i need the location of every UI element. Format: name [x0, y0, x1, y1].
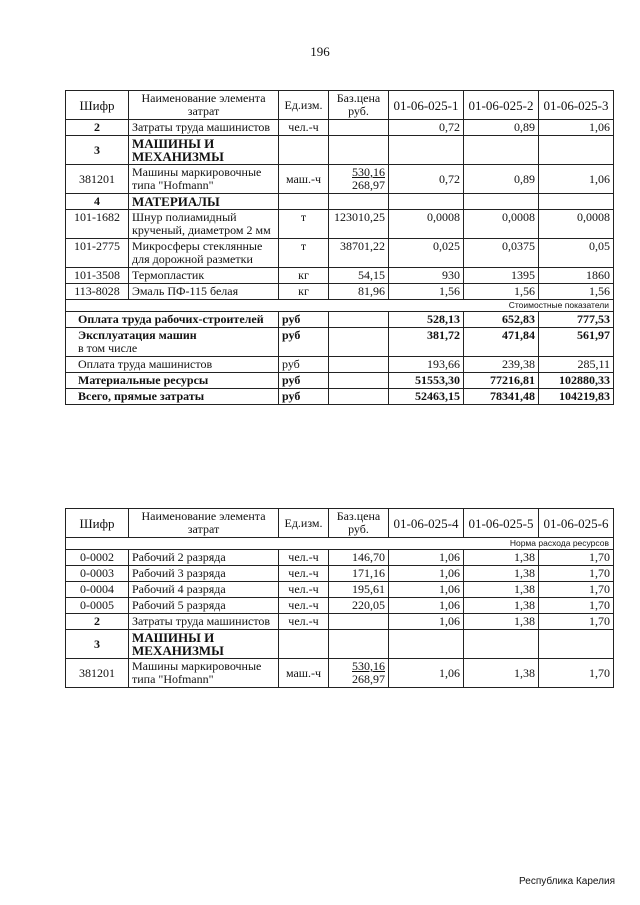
total-row: [66, 389, 614, 405]
row-value: 0,72: [389, 120, 464, 136]
row-value: 1,06: [389, 659, 464, 688]
empty-cell: [279, 630, 329, 659]
total-label: Всего, прямые затраты: [66, 389, 279, 405]
empty-cell: [539, 630, 614, 659]
empty-cell: [279, 194, 329, 210]
row-value: 1,70: [539, 614, 614, 630]
row-code: 381201: [66, 659, 129, 688]
row-code: 381201: [66, 165, 129, 194]
empty-cell: [389, 630, 464, 659]
row-name: Затраты труда машинистов: [129, 614, 279, 630]
row-value: 1,38: [464, 566, 539, 582]
total-value: 471,84: [464, 328, 539, 357]
empty-cell: [329, 373, 389, 389]
row-price: 195,61: [329, 582, 389, 598]
row-price: 54,15: [329, 268, 389, 284]
row-value: 0,05: [539, 239, 614, 268]
empty-cell: [329, 328, 389, 357]
row-value: 1,38: [464, 614, 539, 630]
table-row: [66, 659, 614, 688]
row-price: [329, 659, 389, 688]
row-code: 2: [66, 614, 129, 630]
row-name: Рабочий 5 разряда: [129, 598, 279, 614]
row-price: 171,16: [329, 566, 389, 582]
row-value: 1,70: [539, 550, 614, 566]
empty-cell: [464, 194, 539, 210]
header-code: Шифр: [66, 509, 129, 538]
row-value: 0,89: [464, 120, 539, 136]
row-unit: чел.-ч: [279, 566, 329, 582]
row-unit: чел.-ч: [279, 598, 329, 614]
table-row: [66, 165, 614, 194]
row-unit: т: [279, 210, 329, 239]
section-row: [66, 194, 614, 210]
total-value: 528,13: [389, 312, 464, 328]
row-code: 0-0002: [66, 550, 129, 566]
row-code: 4: [66, 194, 129, 210]
row-value: 0,72: [389, 165, 464, 194]
row-code: 3: [66, 136, 129, 165]
row-value: 1,70: [539, 659, 614, 688]
row-value: 1,70: [539, 566, 614, 582]
price-machine: 530,16: [352, 659, 385, 673]
price-machinist: 268,97: [352, 178, 385, 192]
row-value: 1,56: [464, 284, 539, 300]
section-row: [66, 136, 614, 165]
row-value: 1,06: [389, 582, 464, 598]
legend-row: [66, 300, 614, 312]
row-value: 1,06: [389, 614, 464, 630]
empty-cell: [464, 630, 539, 659]
total-value: 777,53: [539, 312, 614, 328]
table-row: [66, 550, 614, 566]
row-name: Рабочий 4 разряда: [129, 582, 279, 598]
row-price: [329, 165, 389, 194]
row-value: 1860: [539, 268, 614, 284]
row-code: 101-1682: [66, 210, 129, 239]
total-value: 78341,48: [464, 389, 539, 405]
total-row: [66, 328, 614, 357]
row-unit: чел.-ч: [279, 614, 329, 630]
total-row: [66, 312, 614, 328]
row-name: Рабочий 3 разряда: [129, 566, 279, 582]
row-value: 1,06: [389, 566, 464, 582]
total-label-text: Эксплуатация машин: [78, 328, 197, 342]
total-value: 561,97: [539, 328, 614, 357]
section-row: [66, 630, 614, 659]
row-value: 0,0008: [539, 210, 614, 239]
row-code: 101-2775: [66, 239, 129, 268]
row-unit: кг: [279, 268, 329, 284]
row-value: 1,38: [464, 598, 539, 614]
row-value: 0,0008: [464, 210, 539, 239]
empty-cell: [329, 389, 389, 405]
row-unit: чел.-ч: [279, 582, 329, 598]
row-name: Микросферы стеклянные для дорожной разметки: [129, 239, 279, 268]
empty-cell: [329, 312, 389, 328]
row-name: Затраты труда машинистов: [129, 120, 279, 136]
header-unit: Ед.изм.: [279, 91, 329, 120]
empty-cell: [539, 136, 614, 165]
section-title: МАШИНЫ И МЕХАНИЗМЫ: [129, 136, 279, 165]
row-code: 101-3508: [66, 268, 129, 284]
row-value: 0,0008: [389, 210, 464, 239]
row-value: 0,025: [389, 239, 464, 268]
row-price: 146,70: [329, 550, 389, 566]
header-column-2: 01-06-025-2: [464, 91, 539, 120]
header-column-5: 01-06-025-5: [464, 509, 539, 538]
price-machinist: 268,97: [352, 672, 385, 686]
total-value: 285,11: [539, 357, 614, 373]
table-header-row: [66, 91, 614, 120]
total-label: Оплата труда машинистов: [66, 357, 279, 373]
row-value: 1,70: [539, 598, 614, 614]
row-unit: кг: [279, 284, 329, 300]
table-header-row: [66, 509, 614, 538]
total-label: Материальные ресурсы: [66, 373, 279, 389]
table-row: [66, 582, 614, 598]
header-name: Наименование элемента затрат: [129, 91, 279, 120]
total-value: 52463,15: [389, 389, 464, 405]
section-title: МАШИНЫ И МЕХАНИЗМЫ: [129, 630, 279, 659]
row-value: 1,38: [464, 582, 539, 598]
row-name: Эмаль ПФ-115 белая: [129, 284, 279, 300]
row-value: 930: [389, 268, 464, 284]
price-machine: 530,16: [352, 165, 385, 179]
row-unit: маш.-ч: [279, 659, 329, 688]
row-value: 1,56: [389, 284, 464, 300]
row-unit: чел.-ч: [279, 550, 329, 566]
total-row: [66, 357, 614, 373]
header-code: Шифр: [66, 91, 129, 120]
row-name: Рабочий 2 разряда: [129, 550, 279, 566]
total-unit: руб: [279, 328, 329, 357]
row-price: [329, 120, 389, 136]
table-row: [66, 210, 614, 239]
row-value: 0,0375: [464, 239, 539, 268]
empty-cell: [389, 136, 464, 165]
table-row: [66, 268, 614, 284]
header-column-3: 01-06-025-3: [539, 91, 614, 120]
table-row: [66, 566, 614, 582]
row-unit: маш.-ч: [279, 165, 329, 194]
total-value: 381,72: [389, 328, 464, 357]
row-code: 2: [66, 120, 129, 136]
total-row: [66, 373, 614, 389]
header-base-price: Баз.цена руб.: [329, 509, 389, 538]
row-name: Машины маркировочные типа "Hofmann": [129, 659, 279, 688]
row-price: 123010,25: [329, 210, 389, 239]
row-price: 220,05: [329, 598, 389, 614]
row-value: 1395: [464, 268, 539, 284]
row-price: 38701,22: [329, 239, 389, 268]
resource-norm-legend: Норма расхода ресурсов: [66, 538, 614, 550]
row-name: Машины маркировочные типа "Hofmann": [129, 165, 279, 194]
table-row: [66, 239, 614, 268]
header-unit: Ед.изм.: [279, 509, 329, 538]
header-name: Наименование элемента затрат: [129, 509, 279, 538]
row-value: 1,06: [389, 550, 464, 566]
header-base-price: Баз.цена руб.: [329, 91, 389, 120]
total-value: 77216,81: [464, 373, 539, 389]
empty-cell: [539, 194, 614, 210]
total-sublabel: в том числе: [78, 341, 138, 355]
table-row: [66, 120, 614, 136]
total-value: 104219,83: [539, 389, 614, 405]
header-column-1: 01-06-025-1: [389, 91, 464, 120]
table-row: [66, 598, 614, 614]
row-value: 0,89: [464, 165, 539, 194]
empty-cell: [464, 136, 539, 165]
row-value: 1,56: [539, 284, 614, 300]
total-label: [66, 328, 279, 357]
cost-indicators-legend: Стоимостные показатели: [66, 300, 614, 312]
empty-cell: [279, 136, 329, 165]
row-code: 113-8028: [66, 284, 129, 300]
row-unit: чел.-ч: [279, 120, 329, 136]
section-title: МАТЕРИАЛЫ: [129, 194, 279, 210]
total-unit: руб: [279, 312, 329, 328]
total-value: 51553,30: [389, 373, 464, 389]
total-unit: руб: [279, 389, 329, 405]
row-value: 1,38: [464, 550, 539, 566]
empty-cell: [329, 357, 389, 373]
header-column-6: 01-06-025-6: [539, 509, 614, 538]
total-unit: руб: [279, 373, 329, 389]
row-price: 81,96: [329, 284, 389, 300]
row-name: Шнур полиамидный крученый, диаметром 2 мм: [129, 210, 279, 239]
empty-cell: [389, 194, 464, 210]
total-label: Оплата труда рабочих-строителей: [66, 312, 279, 328]
row-value: 1,06: [389, 598, 464, 614]
total-value: 239,38: [464, 357, 539, 373]
row-code: 0-0004: [66, 582, 129, 598]
row-code: 0-0003: [66, 566, 129, 582]
header-column-4: 01-06-025-4: [389, 509, 464, 538]
resource-table-2: [65, 508, 614, 688]
row-code: 3: [66, 630, 129, 659]
total-value: 193,66: [389, 357, 464, 373]
empty-cell: [329, 630, 389, 659]
row-price: [329, 614, 389, 630]
total-value: 652,83: [464, 312, 539, 328]
row-code: 0-0005: [66, 598, 129, 614]
row-unit: т: [279, 239, 329, 268]
resource-table-1: [65, 90, 614, 405]
total-unit: руб: [279, 357, 329, 373]
total-value: 102880,33: [539, 373, 614, 389]
row-name: Термопластик: [129, 268, 279, 284]
row-value: 1,38: [464, 659, 539, 688]
row-value: 1,06: [539, 165, 614, 194]
table-row: [66, 614, 614, 630]
table-row: [66, 284, 614, 300]
row-value: 1,06: [539, 120, 614, 136]
row-value: 1,70: [539, 582, 614, 598]
legend-row: [66, 538, 614, 550]
empty-cell: [329, 194, 389, 210]
footer-region: Республика Карелия: [519, 876, 615, 887]
empty-cell: [329, 136, 389, 165]
page-number: 196: [310, 44, 330, 59]
